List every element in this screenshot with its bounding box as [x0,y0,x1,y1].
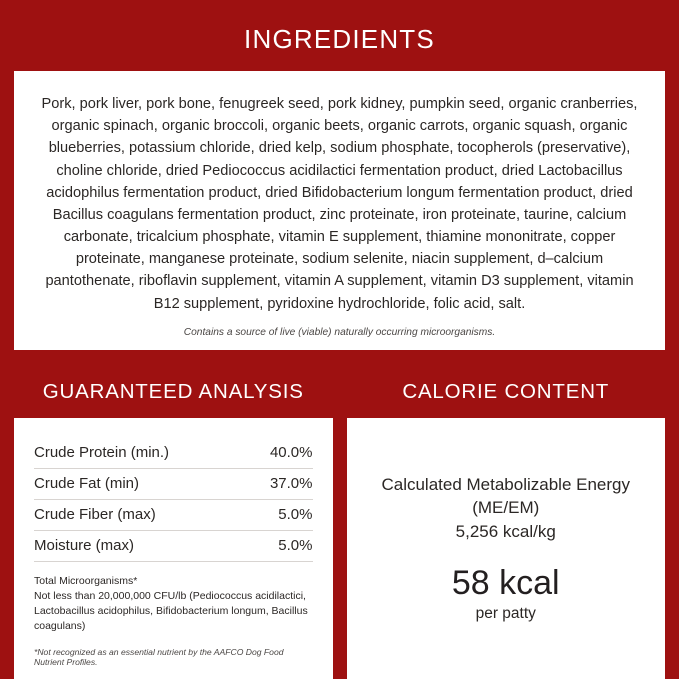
table-row [34,438,313,469]
guaranteed-analysis-heading: GUARANTEED ANALYSIS [42,379,304,403]
calorie-content-column [347,356,666,679]
ga-value: 5.0% [246,499,313,530]
ingredients-heading: INGREDIENTS [244,24,435,54]
metabolizable-energy-label: Calculated Metabolizable Energy (ME/EM) [381,474,631,517]
ga-value: 37.0% [246,468,313,499]
ga-label: Moisture (max) [34,530,246,561]
calorie-content-panel [347,418,666,679]
ga-label: Crude Fiber (max) [34,499,246,530]
ingredients-text: Pork, pork liver, pork bone, fenugreek seed, pork kidney, pumpkin seed, organic cranberries, organic spinach, organic broccoli, organic beets, organic carrots, organic squash, organic blueberries, potassium chloride, dried kelp, sodium phosphate, tocopherols (preservative), choline chloride, dried Pediococcus acidilactici fermentation product, dried Lactobacillus acidophilus fermentation product, dried Bifidobacterium longum fermentation product, dried Bacillus coagulans fermentation product, zinc proteinate, iron proteinate, taurine, calcium carbonate, tricalcium phosphate, vitamin E supplement, thiamine mononitrate, copper proteinate, manganese proteinate, sodium selenite, niacin supplement, d–calcium pantothenate, riboflavin supplement, vitamin A supplement, vitamin D3 supplement, vitamin B12 supplement, pyridoxine hydrochloride, folic acid, salt. [41,96,638,312]
guaranteed-analysis-table [34,438,313,562]
calories-per-unit-label: per patty [475,604,536,622]
guaranteed-analysis-column [14,356,333,679]
ga-label: Crude Protein (min.) [34,438,246,469]
table-row [34,499,313,530]
microorganisms-block [34,574,313,635]
microorganisms-text: Not less than 20,000,000 CFU/lb (Pediococcus acidilactici, Lactobacillus acidophilus, Bifidobacterium longum, Bacillus coagulans) [34,589,308,633]
microorganisms-title: Total Microorganisms* [34,574,138,587]
ga-value: 5.0% [246,530,313,561]
guaranteed-analysis-footnote: *Not recognized as an essential nutrient by the AAFCO Dog Food Nutrient Profiles. [34,647,284,667]
table-row [34,530,313,561]
lower-columns [14,356,665,679]
metabolizable-energy-value: 5,256 kcal/kg [455,521,556,541]
ingredients-note: Contains a source of live (viable) naturally occurring microorganisms. [183,326,496,338]
guaranteed-analysis-panel [14,418,333,679]
table-row [34,468,313,499]
calories-per-unit-value: 58 kcal [451,563,560,602]
calorie-content-heading: CALORIE CONTENT [402,379,610,403]
ga-value: 40.0% [246,438,313,469]
ingredients-card [14,71,665,350]
ga-label: Crude Fat (min) [34,468,246,499]
